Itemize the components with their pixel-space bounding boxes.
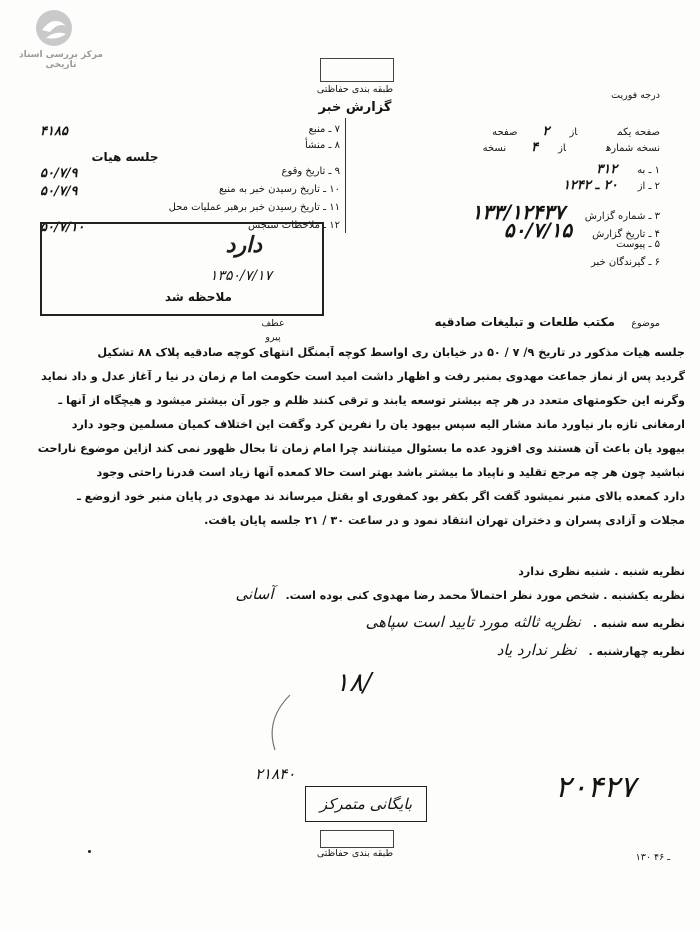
- right-field-of: از: [569, 127, 578, 138]
- right-field-row: [360, 178, 660, 193]
- action-label: عطف: [261, 318, 285, 329]
- follow-label: پیرو: [265, 332, 281, 343]
- opinion-label: نظریه یکشنبه . شخص مورد نظر احتمالاً محمد رضا مهدوی کنی بوده است.: [285, 589, 685, 602]
- right-field-label: ۱ ـ به: [637, 165, 660, 176]
- archive-stamp: بایگانی متمرکز: [305, 786, 427, 822]
- body-line: دارد کمعده بالای منبر نمیشود گفت اگر بکفر بود کمفوری او بقتل میرساند ند مهدوی در پایان منبر خود ازوضع ـ: [76, 490, 685, 503]
- opinion-handwriting: آسانی: [235, 585, 274, 603]
- right-field-label: ۲ ـ از: [637, 181, 660, 192]
- right-field-unit: صفحه: [492, 127, 518, 138]
- opinion-row: [25, 584, 685, 603]
- ink-dot: [88, 850, 91, 853]
- right-field-row: [360, 254, 660, 269]
- right-field-label: نسخه شماره: [605, 143, 660, 154]
- subject-label: موضوع: [631, 318, 660, 329]
- left-field-label: ۱۲ ـ ملاحظات سنجش: [248, 220, 340, 231]
- stamp-date: ۱۳۵۰/۷/۱۷: [209, 268, 272, 284]
- left-field-value: ۵۰/۷/۹: [40, 184, 78, 199]
- subject-text: مکتب طلعات و تبلیغات صادقیه: [434, 315, 615, 329]
- opinion-handwriting: نظریه ثالثه مورد تایید است سپاهی: [365, 613, 581, 631]
- right-field-unit: نسخه: [482, 143, 507, 154]
- stamp-file-label: دارد: [225, 232, 262, 258]
- left-field-label: ۱۱ ـ تاریخ رسیدن خبر برهبر عملیات محل: [168, 202, 340, 213]
- stamp-note: ملاحظه شد: [164, 290, 232, 304]
- annotation-number-left: ۲۱۸۴۰: [255, 765, 296, 783]
- priority-label: درجه فوریت: [611, 90, 660, 101]
- right-field-value: ۵۰/۷/۱۵: [503, 218, 573, 242]
- meeting-label: جلسه هیات: [91, 150, 159, 164]
- archive-logo: [34, 8, 74, 48]
- right-field-value: ۲۰ ـ ۱۲۴۲: [562, 178, 618, 193]
- right-field-row: [360, 236, 660, 251]
- left-field-value: ۴۱۸۵: [40, 124, 68, 139]
- left-field-value: ۵۰/۷/۹: [40, 166, 78, 181]
- body-line: ارمغانی تازه بار نیاورد ماند مشار الیه سپس بیهود یان را نفرین کرد وگفت این اختلاف کمیان مسلمین وجود دارد: [71, 418, 685, 431]
- right-field-label: ۵ ـ پیوست: [616, 239, 660, 250]
- body-line: وگرنه این حکومتهای متعدد در هر چه بیشتر توسعه یابند و ترقی کنند ظلم و جور آن بیشتر میشود و هیچگاه از آنها ـ: [58, 394, 685, 407]
- right-field-label: صفحه یکم: [617, 127, 660, 138]
- right-field-value: ۲: [542, 124, 550, 139]
- body-line: گردید پس از نماز جماعت مهدوی بمنبر رفت و اظهار داشت امید است حکومت اما م زمان در نیا ر آغاز عدل و داد نماید: [41, 370, 685, 383]
- watermark-text: مرکز بررسی اسناد تاریخی: [19, 50, 103, 70]
- pencil-mark: [245, 690, 305, 760]
- opinion-row: [25, 560, 685, 579]
- annotation-number-right: ۲۰۴۲۷: [555, 770, 636, 805]
- body-line: جلسه هیات مذکور در تاریخ ۹/ ۷ / ۵۰ در خیابان ری اواسط کوچه آبمنگل انتهای کوچه صادقیه پلاک ۸۸ تشکیل: [97, 346, 685, 359]
- right-field-value: ۳۱۲: [596, 162, 618, 177]
- right-field-value: ۴: [531, 140, 539, 155]
- form-code: ۱۳۰ ـ ۴۶: [635, 852, 670, 863]
- right-field-row: [360, 124, 660, 139]
- body-line: مجلات و آزادی پسران و دختران تهران انتقاد نمود و در ساعت ۳۰ / ۲۱ جلسه پایان یافت.: [204, 514, 685, 527]
- header-divider: [345, 118, 346, 233]
- left-field-value: ۵۰/۷/۱۰: [40, 220, 85, 235]
- footer-box: [320, 830, 394, 848]
- opinion-row: [25, 640, 685, 659]
- right-field-label: ۴ ـ تاریخ گزارش: [592, 229, 660, 240]
- footer-classification: طبقه بندی حفاظتی: [316, 848, 394, 859]
- left-field-label: ۹ ـ تاریخ وقوع: [281, 166, 340, 177]
- body-line: بیهود یان باعث آن هستند وی افزود عده ما بسئوال میتنانند چرا امام زمان تا بحال ظهور نمی کند ازاین موضوع ناراحت: [37, 442, 685, 455]
- right-field-of: از: [558, 143, 566, 154]
- left-field-label: ۸ ـ منشأ: [304, 140, 340, 151]
- opinion-label: نظریه چهارشنبه .: [588, 645, 685, 658]
- right-field-value: ۱۳۳/۱۲۴۳۷: [471, 200, 565, 224]
- annotation-number-mid: ۱۸/: [335, 668, 372, 698]
- opinion-label: نظریه سه شنبه .: [592, 617, 685, 630]
- left-field-label: ۷ ـ منبع: [308, 124, 340, 135]
- opinion-handwriting: نظر ندارد یاد: [496, 641, 577, 659]
- header-box: [320, 58, 394, 82]
- left-field-label: ۱۰ ـ تاریخ رسیدن خبر به منبع: [218, 184, 340, 195]
- body-line: نباشید چون هر چه مرجع تقلید و ناپیاد ما بیشتر باشد بهتر است حالا کمعده آنها زیاد است قدرنا راحتی وجود: [96, 466, 685, 479]
- right-field-row: [360, 140, 660, 155]
- opinion-row: [25, 612, 685, 631]
- right-field-label: ۶ ـ گیرندگان خبر: [590, 257, 660, 268]
- receipt-stamp: [40, 222, 324, 316]
- report-type: گزارش خبر: [318, 100, 392, 115]
- header-classification: طبقه بندی حفاظتی: [316, 84, 394, 95]
- right-field-label: ۳ ـ شماره گزارش: [584, 211, 660, 222]
- right-field-row: [360, 162, 660, 177]
- opinion-label: نظریه شنبه . شنبه نظری ندارد: [518, 565, 685, 578]
